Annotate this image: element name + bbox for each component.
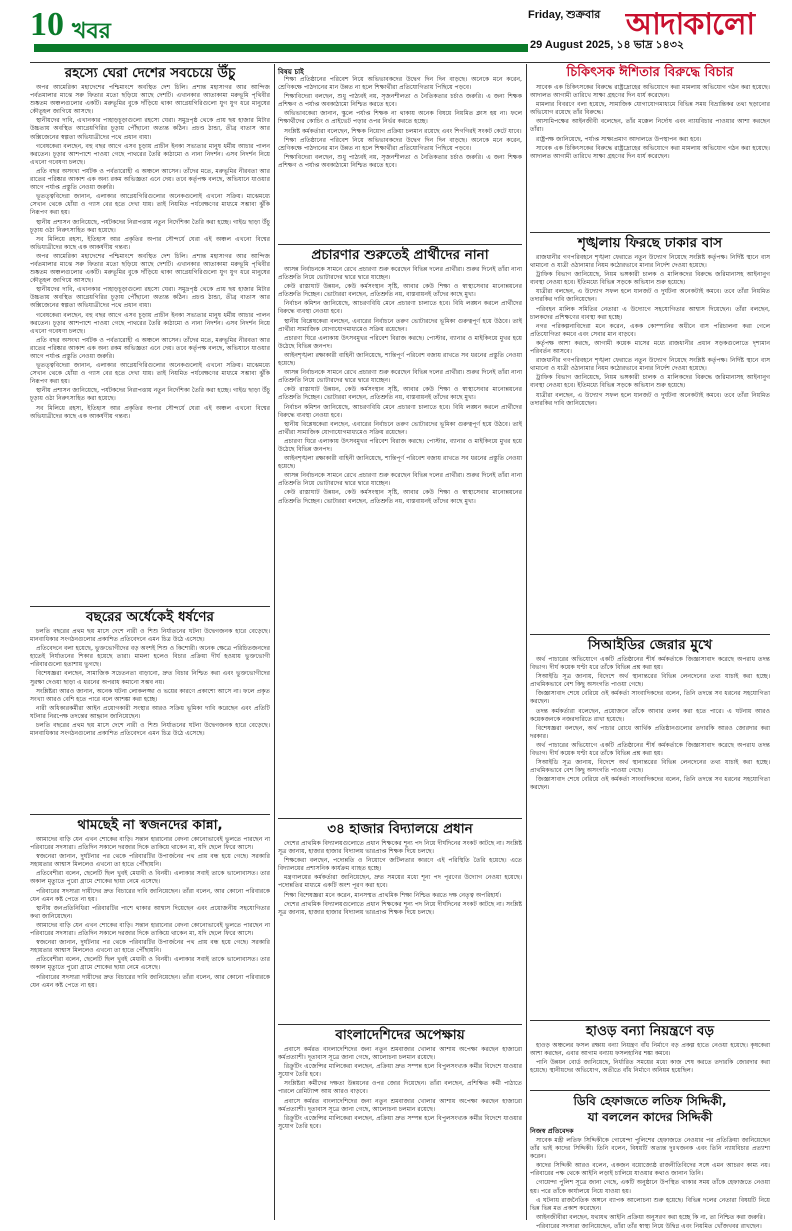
- article-body-unchu: [30, 84, 270, 602]
- paragraph: ভূতত্ত্ববিদেরা জানান, এলাকার আগ্নেয়গিরিগুলোর অনেকগুলোই এখনো সক্রিয়। মাঝেমধ্যে সেখান থেকে ধোঁয়া ও গ্যাস বের হতে দেখা যায়। তাই নিয়মিত পর্যবেক্ষণের মাধ্যমে সম্ভাব্য ঝুঁকি নিরূপণ করা হয়।: [30, 193, 270, 217]
- article-title-unchu: রহস্যে ঘেরা দেশের সবচেয়ে উঁচু: [64, 65, 236, 81]
- issue-date: 29 August 2025, ১৪ ভাদ্র ১৪৩২: [530, 39, 685, 51]
- paragraph: স্থানীয় জনপ্রতিনিধিরা পরিবারটির পাশে থাকার আশ্বাস দিয়েছেন এবং প্রয়োজনীয় সহযোগিতার কথা জানিয়েছেন।: [30, 904, 270, 920]
- article-title-latif-line2: যা বললেন কাদের সিদ্দিকী: [587, 1110, 713, 1124]
- paragraph: হাওড় অঞ্চলের ফসল রক্ষায় বন্যা নিয়ন্ত্রণ বাঁধ নির্মাণে বড় প্রকল্প হাতে নেওয়া হয়েছে। কৃষকেরা আশা করছেন, এবার আগাম বন্যায় ফসলহানির শঙ্কা কমবে।: [530, 1042, 770, 1058]
- paragraph: স্থানীয়দের দাবি, এখানকার পাহাড়চূড়াগুলো রহস্যে ঘেরা। সমুদ্রপৃষ্ঠ থেকে প্রায় ছয় হাজার মিটার উচ্চতায় অবস্থিত আগ্নেয়গিরির চূড়ায় পৌঁছানো অত্যন্ত কঠিন। প্রচণ্ড ঠান্ডা, তীব্র বাতাস আর অক্সিজেনের স্বল্পতা অভিযাত্রীদের পথে প্রধান বাধা।: [30, 117, 270, 141]
- paragraph: অর্থ পাচারের অভিযোগে একটি প্রতিষ্ঠানের শীর্ষ কর্মকর্তাকে জিজ্ঞাসাবাদ করেছে অপরাধ তদন্ত বিভাগ। দীর্ঘ কয়েক ঘণ্টা ধরে তাঁকে বিভিন্ন প্রশ্ন করা হয়।: [530, 656, 770, 672]
- paragraph: পরিবারের সদস্যরা জানিয়েছেন, তাঁরা তাঁর স্বাস্থ্য নিয়ে উদ্বিগ্ন এবং নিয়মিত খোঁজখবর রাখছেন।: [536, 1222, 762, 1230]
- paragraph: সব মিলিয়ে রহস্য, ইতিহাস আর প্রকৃতির অপার সৌন্দর্যে ঘেরা এই অঞ্চল এখনো বিশ্বের অভিযাত্রীদের কাছে এক আকর্ষণীয় গন্তব্য।: [30, 404, 270, 420]
- article-divider: [30, 814, 270, 815]
- article-title-procharona: প্রচারণার শুরুতেই প্রার্থীদের নানা: [311, 247, 489, 263]
- paragraph: আইনশৃঙ্খলা রক্ষাকারী বাহিনী জানিয়েছে, শান্তিপূর্ণ পরিবেশ বজায় রাখতে সব ধরনের প্রস্তুতি নেওয়া হয়েছে।: [278, 455, 522, 471]
- paragraph: আসামিপক্ষের আইনজীবী বলেছেন, তাঁর মক্কেল নির্দোষ এবং ন্যায়বিচার পাওয়ার আশা করছেন তাঁরা।: [530, 118, 770, 134]
- paragraph: নারী অধিকারকর্মীরা আইন প্রয়োগকারী সংস্থার আরও সক্রিয় ভূমিকা দাবি করেছেন এবং প্রতিটি ঘটনার নিরপেক্ষ তদন্তের আহ্বান জানিয়েছেন।: [30, 704, 270, 720]
- paragraph: তদন্ত কর্মকর্তারা বলেছেন, প্রয়োজনে তাঁকে আবার তলব করা হতে পারে। এ ঘটনায় আরও কয়েকজনকে নজরদারিতে রাখা হয়েছে।: [530, 707, 770, 723]
- paragraph: প্রচারণা ঘিরে এলাকায় উৎসবমুখর পরিবেশ বিরাজ করছে। পোস্টার, ব্যানার ও মাইকিংয়ে মুখর হয়ে উঠেছে বিভিন্ন জনপদ।: [278, 334, 522, 350]
- paragraph: বিশেষজ্ঞরা বলছেন, সামাজিক সচেতনতা বাড়ানো, দ্রুত বিচার নিশ্চিত করা এবং ভুক্তভোগীদের সুরক্ষা দেওয়া ছাড়া এ ধরনের অপরাধ কমানো সম্ভব নয়।: [30, 670, 270, 686]
- article-body-procharona: [278, 266, 522, 814]
- paragraph: শিক্ষাবিদেরা বলছেন, শুধু পাঠ্যবই নয়, সৃজনশীলতা ও নৈতিকতার চর্চাও জরুরি। এ জন্য শিক্ষক প্রশিক্ষণ ও পর্যাপ্ত অবকাঠামো নিশ্চিত করতে হবে।: [278, 93, 522, 109]
- paragraph: আসন্ন নির্বাচনকে সামনে রেখে প্রচারণা শুরু করেছেন বিভিন্ন দলের প্রার্থীরা। শুরুর দিনেই তাঁরা নানা প্রতিশ্রুতি নিয়ে ভোটারদের দ্বারে দ্বারে যাচ্ছেন।: [278, 369, 522, 385]
- issue-day: Friday, শুক্রবার: [528, 9, 601, 21]
- paragraph: প্রতি বছর অসংখ্য পর্যটক ও পর্বতারোহী এ অঞ্চলে আসেন। তাঁদের মতে, মরুভূমির নীরবতা আর রাতের পরিষ্কার আকাশ এক অন্য রকম অভিজ্ঞতা এনে দেয়। তবে কর্তৃপক্ষ বলছে, অভিযানে যাওয়ার আগে পর্যাপ্ত প্রস্তুতি নেওয়া জরুরি।: [30, 336, 270, 360]
- masthead-divider: [30, 62, 770, 63]
- article-body-cid: [530, 656, 770, 1018]
- paragraph: সাবেক এক চিকিৎসকের বিরুদ্ধে রাষ্ট্রদ্রোহের অভিযোগে করা মামলায় অভিযোগ গঠন করা হয়েছে। আদালত আগামী তারিখে সাক্ষ্য গ্রহণের দিন ধার্য করেছেন।: [530, 144, 770, 160]
- paragraph: সংশ্লিষ্ট কর্মকর্তারা বলেছেন, শিক্ষক নিয়োগ প্রক্রিয়া চলমান রয়েছে এবং শিগগিরই সংকট কেটে যাবে।: [284, 127, 522, 135]
- paragraph: মামলার বিবরণে বলা হয়েছে, সামাজিক যোগাযোগমাধ্যমে বিভিন্ন সময় বিভ্রান্তিকর তথ্য ছড়ানোর অভিযোগ রয়েছে তাঁর বিরুদ্ধে।: [530, 101, 770, 117]
- paragraph: ট্রাফিক বিভাগ জানিয়েছে, নিয়ম ভঙ্গকারী চালক ও মালিকদের বিরুদ্ধে জরিমানাসহ আইনানুগ ব্যবস্থা নেওয়া হবে। ইতিমধ্যে বিভিন্ন সড়কে অভিযান শুরু হয়েছে।: [530, 374, 770, 390]
- article-divider: [278, 244, 522, 245]
- page-number: 10: [30, 6, 64, 43]
- paragraph: পরিবারের সদস্যরা দায়ীদের দ্রুত বিচারের দাবি জানিয়েছেন। তাঁরা বলেন, আর কোনো পরিবারকে যেন এমন কষ্ট পেতে না হয়।: [30, 887, 270, 903]
- paragraph: স্থানীয় বিশ্লেষকেরা বলছেন, এবারের নির্বাচনে তরুণ ভোটারদের ভূমিকা গুরুত্বপূর্ণ হয়ে উঠবে। তাই প্রার্থীরা সামাজিক যোগাযোগমাধ্যমেও সক্রিয় রয়েছেন।: [278, 317, 522, 333]
- article-divider: [530, 232, 770, 233]
- paragraph: সিআইডি সূত্র জানায়, বিদেশে অর্থ স্থানান্তরের বিভিন্ন লেনদেনের তথ্য যাচাই করা হচ্ছে। প্রাথমিকভাবে বেশ কিছু অসংগতি পাওয়া গেছে।: [530, 673, 770, 689]
- article-title-cid: সিআইডির জেরার মুখে: [587, 637, 713, 653]
- paragraph: অপর আমেরিকা মহাদেশের পশ্চিমাংশে অবস্থিত দেশ চিলি। প্রশান্ত মহাসাগর আর আন্দিজ পর্বতমালার মাঝে সরু ফিতার মতো ছড়িয়ে আছে দেশটি। এখানকার আতাকামা মরুভূমি পৃথিবীর শুষ্কতম অঞ্চলগুলোর একটি। মরুভূমির বুকে দাঁড়িয়ে থাকা আগ্নেয়গিরিগুলো যুগ যুগ ধরে মানুষের কৌতূহল জাগিয়ে আসছে।: [30, 84, 270, 116]
- column-rule: [526, 64, 527, 1220]
- masthead: [0, 0, 792, 62]
- article-title-haor: হাওড় বন্যা নিয়ন্ত্রণে বড়: [585, 1023, 715, 1039]
- article-title-bidyaloy: ৩৪ হাজার বিদ্যালয়ে প্রধান: [327, 821, 473, 837]
- paragraph: আসন্ন নির্বাচনকে সামনে রেখে প্রচারণা শুরু করেছেন বিভিন্ন দলের প্রার্থীরা। শুরুর দিনেই তাঁরা নানা প্রতিশ্রুতি নিয়ে ভোটারদের দ্বারে দ্বারে যাচ্ছেন।: [278, 266, 522, 282]
- paragraph: ট্রাফিক বিভাগ জানিয়েছে, নিয়ম ভঙ্গকারী চালক ও মালিকদের বিরুদ্ধে জরিমানাসহ আইনানুগ ব্যবস্থা নেওয়া হবে। ইতিমধ্যে বিভিন্ন সড়কে অভিযান শুরু হয়েছে।: [530, 271, 770, 287]
- paragraph: গবেষকেরা বলছেন, বহু বছর আগে এসব চূড়ায় প্রাচীন ইনকা সভ্যতার মানুষ ধর্মীয় আচার পালন করতেন। চূড়ার আশপাশে পাওয়া গেছে পাথরের তৈরি কাঠামো ও নানা নিদর্শন। এসব নিদর্শন নিয়ে এখনো গবেষণা চলছে।: [30, 142, 270, 166]
- paragraph: রিক্রুটিং এজেন্সির মালিকেরা বলছেন, প্রক্রিয়া দ্রুত সম্পন্ন হলে বিপুলসংখ্যক কর্মীর বিদেশে যাওয়ার সুযোগ তৈরি হবে।: [278, 1114, 522, 1130]
- article-body-haor: [530, 1042, 770, 1088]
- paragraph: যাত্রীরা বলছেন, এ উদ্যোগ সফল হলে যানজট ও দুর্ঘটনা অনেকটাই কমবে। তবে তাঁরা নিয়মিত তদারকির দাবি জানিয়েছেন।: [530, 288, 770, 304]
- article-title-latif-line1: ডিবি হেফাজতে লতিফ সিদ্দিকী,: [573, 1094, 727, 1108]
- paragraph: প্রতি বছর অসংখ্য পর্যটক ও পর্বতারোহী এ অঞ্চলে আসেন। তাঁদের মতে, মরুভূমির নীরবতা আর রাতের পরিষ্কার আকাশ এক অন্য রকম অভিজ্ঞতা এনে দেয়। তবে কর্তৃপক্ষ বলছে, অভিযানে যাওয়ার আগে পর্যাপ্ত প্রস্তুতি নেওয়া জরুরি।: [30, 167, 270, 192]
- paragraph: আইনজীবীরা বলছেন, যথাযথ আইনি প্রক্রিয়া অনুসরণ করা হচ্ছে কি না, তা নিশ্চিত করা জরুরি।: [536, 1213, 766, 1221]
- paragraph: নির্বাচন কমিশন জানিয়েছে, আচরণবিধি মেনে প্রচারণা চালাতে হবে। বিধি লঙ্ঘন করলে প্রার্থীদের বিরুদ্ধে ব্যবস্থা নেওয়া হবে।: [278, 403, 522, 419]
- paragraph: চলতি বছরের প্রথম ছয় মাসে দেশে নারী ও শিশু নির্যাতনের ঘটনা উদ্বেগজনক হারে বেড়েছে। মানবাধিকার সংগঠনগুলোর প্রকাশিত প্রতিবেদনে এমন চিত্র উঠে এসেছে।: [30, 722, 270, 738]
- paragraph: সংশ্লিষ্টরা কর্মীদের দক্ষতা উন্নয়নের ওপর জোর দিয়েছেন। তাঁরা বলছেন, প্রশিক্ষিত কর্মী পাঠাতে পারলে রেমিট্যান্স আয় আরও বাড়বে।: [278, 1080, 522, 1096]
- article-latif: [530, 1090, 770, 1230]
- article-body-latif: [530, 1137, 770, 1230]
- paragraph: পানি উন্নয়ন বোর্ড জানিয়েছে, নির্ধারিত সময়ের মধ্যে কাজ শেষ করতে তদারকি জোরদার করা হয়েছে। স্থানীয়দের অভিযোগ, অতীতে বাঁধ নির্মাণে অনিয়ম হয়েছিল।: [530, 1059, 770, 1075]
- paragraph: আইনশৃঙ্খলা রক্ষাকারী বাহিনী জানিয়েছে, শান্তিপূর্ণ পরিবেশ বজায় রাখতে সব ধরনের প্রস্তুতি নেওয়া হয়েছে।: [278, 351, 522, 368]
- paragraph: কেউ রাস্তাঘাট উন্নয়ন, কেউ কর্মসংস্থান সৃষ্টি, আবার কেউ শিক্ষা ও স্বাস্থ্যসেবার মানোন্নয়নের প্রতিশ্রুতি দিচ্ছেন। ভোটাররা বলছেন, প্রতিশ্রুতি নয়, বাস্তবায়নই তাঁদের কাছে মুখ্য।: [278, 386, 522, 402]
- paragraph: সাবেক এক চিকিৎসকের বিরুদ্ধে রাষ্ট্রদ্রোহের অভিযোগে করা মামলায় অভিযোগ গঠন করা হয়েছে। আদালত আগামী তারিখে সাক্ষ্য গ্রহণের দিন ধার্য করেছেন।: [530, 84, 770, 100]
- article-body-bidyaloy: [278, 840, 522, 1020]
- paragraph: প্রবাসে কর্মরত বাংলাদেশিদের জন্য নতুন শ্রমবাজার খোলার আশায় অপেক্ষা করছেন হাজারো কর্মপ্রত্যাশী। দূতাবাস সূত্রে জানা গেছে, আলোচনা চলমান রয়েছে।: [278, 1097, 522, 1113]
- paragraph: গোয়েন্দা পুলিশ সূত্রে জানা গেছে, একটি অনুষ্ঠানে উপস্থিত থাকার সময় তাঁকে হেফাজতে নেওয়া হয়। পরে তাঁকে কার্যালয়ে নিয়ে যাওয়া হয়।: [530, 1179, 770, 1195]
- paragraph: আমাদের বাড়ি যেন এখন শোকের বাড়ি। সন্তান হারানোর বেদনা কোনোভাবেই ভুলতে পারছেন না পরিবারের সদস্যরা। প্রতিদিন সকালে দরজার দিকে তাকিয়ে থাকেন মা, যদি ছেলে ফিরে আসে।: [30, 921, 270, 938]
- paragraph: কর্তৃপক্ষ আশা করছে, আগামী কয়েক মাসের মধ্যে রাজধানীর প্রধান সড়কগুলোতে দৃশ্যমান পরিবর্তন আসবে।: [530, 339, 770, 356]
- paragraph: সংশ্লিষ্টরা আরও জানান, অনেক ঘটনা লোকলজ্জা ও ভয়ের কারণে প্রকাশ্যে আসে না। ফলে প্রকৃত সংখ্যা আরও বেশি হতে পারে বলে আশঙ্কা করা হচ্ছে।: [30, 687, 270, 703]
- paragraph: রিক্রুটিং এজেন্সির মালিকেরা বলছেন, প্রক্রিয়া দ্রুত সম্পন্ন হলে বিপুলসংখ্যক কর্মীর বিদেশে যাওয়ার সুযোগ তৈরি হবে।: [278, 1063, 522, 1079]
- article-body-shikkha: [278, 76, 522, 240]
- paragraph: স্থানীয় প্রশাসন জানিয়েছে, পর্যটকদের নিরাপত্তায় নতুন নির্দেশিকা তৈরি করা হচ্ছে। গাইড ছাড়া উঁচু চূড়ায় ওঠা নিরুৎসাহিত করা হয়েছে।: [30, 387, 270, 403]
- paragraph: দেশের প্রাথমিক বিদ্যালয়গুলোতে প্রধান শিক্ষকের শূন্য পদ নিয়ে দীর্ঘদিনের সংকট কাটছে না। সংশ্লিষ্ট সূত্র জানায়, হাজার হাজার বিদ্যালয় ভারপ্রাপ্ত শিক্ষক দিয়ে চলছে।: [278, 900, 522, 916]
- paragraph: দেশের প্রাথমিক বিদ্যালয়গুলোতে প্রধান শিক্ষকের শূন্য পদ নিয়ে দীর্ঘদিনের সংকট কাটছে না। সংশ্লিষ্ট সূত্র জানায়, হাজার হাজার বিদ্যালয় ভারপ্রাপ্ত শিক্ষক দিয়ে চলছে।: [278, 840, 522, 856]
- paragraph: স্বজনেরা জানান, দুর্ঘটনার পর থেকে পরিবারটির উপার্জনের পথ প্রায় বন্ধ হয়ে গেছে। সরকারি সহায়তার আশ্বাস মিললেও এখনো তা হাতে পৌঁছায়নি।: [30, 853, 270, 869]
- paragraph: স্থানীয় বিশ্লেষকেরা বলছেন, এবারের নির্বাচনে তরুণ ভোটারদের ভূমিকা গুরুত্বপূর্ণ হয়ে উঠবে। তাই প্রার্থীরা সামাজিক যোগাযোগমাধ্যমেও সক্রিয় রয়েছেন।: [278, 420, 522, 436]
- column-rule: [274, 64, 275, 1220]
- paragraph: শিক্ষা প্রতিষ্ঠানের পরিবেশ নিয়ে অভিভাবকদের উদ্বেগ দিন দিন বাড়ছে। অনেকে মনে করেন, শ্রেণিকক্ষে পাঠদানের মান উন্নত না হলে শিক্ষার্থীরা প্রতিযোগিতায় পিছিয়ে পড়বে।: [278, 136, 522, 152]
- paragraph: স্থানীয়দের দাবি, এখানকার পাহাড়চূড়াগুলো রহস্যে ঘেরা। সমুদ্রপৃষ্ঠ থেকে প্রায় ছয় হাজার মিটার উচ্চতায় অবস্থিত আগ্নেয়গিরির চূড়ায় পৌঁছানো অত্যন্ত কঠিন। প্রচণ্ড ঠান্ডা, তীব্র বাতাস আর অক্সিজেনের স্বল্পতা অভিযাত্রীদের পথে প্রধান বাধা।: [30, 286, 270, 310]
- paragraph: এ ঘটনায় রাজনৈতিক অঙ্গনে ব্যাপক আলোচনা শুরু হয়েছে। বিভিন্ন দলের নেতারা বিষয়টি নিয়ে ভিন্ন ভিন্ন মত প্রকাশ করেছেন।: [530, 1196, 770, 1212]
- paragraph: প্রচারণা ঘিরে এলাকায় উৎসবমুখর পরিবেশ বিরাজ করছে। পোস্টার, ব্যানার ও মাইকিংয়ে মুখর হয়ে উঠেছে বিভিন্ন জনপদ।: [278, 437, 522, 453]
- paragraph: পরিবহন মালিক সমিতির নেতারা এ উদ্যোগে সহযোগিতার আশ্বাস দিয়েছেন। তাঁরা বলছেন, চালকদের প্রশিক্ষণের ব্যবস্থা করা হচ্ছে।: [530, 305, 770, 321]
- paragraph: প্রতিবেদনে বলা হয়েছে, ভুক্তভোগীদের বড় অংশই শিশু ও কিশোরী। অনেক ক্ষেত্রে পরিচিতজনদের হাতেই নির্যাতনের শিকার হয়েছে তারা। মামলা হলেও বিচার প্রক্রিয়া দীর্ঘ হওয়ায় ভুক্তভোগী পরিবারগুলো হতাশায় ভুগছে।: [30, 645, 270, 669]
- paragraph: নির্বাচন কমিশন জানিয়েছে, আচরণবিধি মেনে প্রচারণা চালাতে হবে। বিধি লঙ্ঘন করলে প্রার্থীদের বিরুদ্ধে ব্যবস্থা নেওয়া হবে।: [278, 300, 522, 316]
- paragraph: বিশেষজ্ঞরা বলছেন, অর্থ পাচার রোধে আর্থিক প্রতিষ্ঠানগুলোর তদারকি আরও জোরদার করা দরকার।: [530, 724, 770, 740]
- paragraph: প্রতিবেশীরা বলেন, ছেলেটি ছিল খুবই মেধাবী ও বিনয়ী। এলাকার সবাই তাকে ভালোবাসত। তার অকাল মৃত্যুতে পুরো গ্রামে শোকের ছায়া নেমে এসেছে।: [30, 870, 270, 886]
- paragraph: প্রতিবেশীরা বলেন, ছেলেটি ছিল খুবই মেধাবী ও বিনয়ী। এলাকার সবাই তাকে ভালোবাসত। তার অকাল মৃত্যুতে পুরো গ্রামে শোকের ছায়া নেমে এসেছে।: [30, 956, 270, 972]
- paragraph: আমাদের বাড়ি যেন এখন শোকের বাড়ি। সন্তান হারানোর বেদনা কোনোভাবেই ভুলতে পারছেন না পরিবারের সদস্যরা। প্রতিদিন সকালে দরজার দিকে তাকিয়ে থাকেন মা, যদি ছেলে ফিরে আসে।: [30, 836, 270, 852]
- paragraph: পরিবারের সদস্যরা দায়ীদের দ্রুত বিচারের দাবি জানিয়েছেন। তাঁরা বলেন, আর কোনো পরিবারকে যেন এমন কষ্ট পেতে না হয়।: [30, 973, 270, 989]
- paragraph: স্বজনেরা জানান, দুর্ঘটনার পর থেকে পরিবারটির উপার্জনের পথ প্রায় বন্ধ হয়ে গেছে। সরকারি সহায়তার আশ্বাস মিললেও এখনো তা হাতে পৌঁছায়নি।: [30, 939, 270, 955]
- paragraph: জিজ্ঞাসাবাদ শেষে বেরিয়ে ওই কর্মকর্তা সাংবাদিকদের বলেন, তিনি তদন্তে সব ধরনের সহযোগিতা করছেন।: [530, 690, 770, 706]
- article-title-bichar: চিকিৎসক ঈশিতার বিরুদ্ধে বিচার: [566, 65, 734, 80]
- paragraph: কাদের সিদ্দিকী আরও বলেন, একজন বয়োজ্যেষ্ঠ রাজনীতিবিদের সঙ্গে এমন আচরণ কাম্য নয়। পরিবারের পক্ষ থেকে আইনি লড়াই চালিয়ে যাওয়ার কথাও জানান তিনি।: [530, 1162, 770, 1178]
- article-body-dhorshon: [30, 628, 270, 810]
- paragraph: জিজ্ঞাসাবাদ শেষে বেরিয়ে ওই কর্মকর্তা সাংবাদিকদের বলেন, তিনি তদন্তে সব ধরনের সহযোগিতা করছেন।: [530, 776, 770, 792]
- paragraph: সাবেক মন্ত্রী লতিফ সিদ্দিকীকে গোয়েন্দা পুলিশের হেফাজতে নেওয়ার পর প্রতিক্রিয়া জানিয়েছেন তাঁর ভাই কাদের সিদ্দিকী। তিনি বলেন, বিষয়টি অত্যন্ত দুঃখজনক এবং তিনি ন্যায়বিচার প্রত্যাশা করেন।: [530, 1137, 770, 1161]
- paragraph: মন্ত্রণালয়ের কর্মকর্তারা জানিয়েছেন, দ্রুত সময়ের মধ্যে শূন্য পদ পূরণের উদ্যোগ নেওয়া হয়েছে। পদোন্নতির মাধ্যমে একটি অংশ পূরণ করা হবে।: [278, 874, 522, 890]
- newspaper-logo: আদাকালো: [625, 7, 755, 42]
- article-title-kanna: থামছেই না স্বজনদের কান্না,: [77, 817, 223, 833]
- article-body-opekkha: [278, 1046, 522, 1220]
- paragraph: সিআইডি সূত্র জানায়, বিদেশে অর্থ স্থানান্তরের বিভিন্ন লেনদেনের তথ্য যাচাই করা হচ্ছে। প্রাথমিকভাবে বেশ কিছু অসংগতি পাওয়া গেছে।: [530, 759, 770, 775]
- paragraph: সব মিলিয়ে রহস্য, ইতিহাস আর প্রকৃতির অপার সৌন্দর্যে ঘেরা এই অঞ্চল এখনো বিশ্বের অভিযাত্রীদের কাছে এক আকর্ষণীয় গন্তব্য।: [30, 235, 270, 251]
- paragraph: শিক্ষা প্রতিষ্ঠানের পরিবেশ নিয়ে অভিভাবকদের উদ্বেগ দিন দিন বাড়ছে। অনেকে মনে করেন, শ্রেণিকক্ষে পাঠদানের মান উন্নত না হলে শিক্ষার্থীরা প্রতিযোগিতায় পিছিয়ে পড়বে।: [278, 76, 522, 92]
- article-title-bus: শৃঙ্খলায় ফিরছে ঢাকার বাস: [577, 235, 723, 251]
- article-divider: [278, 1024, 522, 1025]
- paragraph: চলতি বছরের প্রথম ছয় মাসে দেশে নারী ও শিশু নির্যাতনের ঘটনা উদ্বেগজনক হারে বেড়েছে। মানবাধিকার সংগঠনগুলোর প্রকাশিত প্রতিবেদনে এমন চিত্র উঠে এসেছে।: [30, 628, 270, 644]
- article-divider: [30, 606, 270, 607]
- paragraph: স্থানীয় প্রশাসন জানিয়েছে, পর্যটকদের নিরাপত্তায় নতুন নির্দেশিকা তৈরি করা হচ্ছে। গাইড ছাড়া উঁচু চূড়ায় ওঠা নিরুৎসাহিত করা হয়েছে।: [30, 218, 270, 234]
- paragraph: নগর পরিকল্পনাবিদেরা মনে করেন, একক কোম্পানির অধীনে বাস পরিচালনা করা গেলে প্রতিযোগিতা কমবে এবং সেবার মান বাড়বে।: [530, 322, 770, 338]
- paragraph: অর্থ পাচারের অভিযোগে একটি প্রতিষ্ঠানের শীর্ষ কর্মকর্তাকে জিজ্ঞাসাবাদ করেছে অপরাধ তদন্ত বিভাগ। দীর্ঘ কয়েক ঘণ্টা ধরে তাঁকে বিভিন্ন প্রশ্ন করা হয়।: [530, 741, 770, 758]
- paragraph: রাজধানীর গণপরিবহনে শৃঙ্খলা ফেরাতে নতুন উদ্যোগ নিয়েছে সংশ্লিষ্ট কর্তৃপক্ষ। নির্দিষ্ট স্থানে বাস থামানো ও যাত্রী ওঠানামার নিয়ম কঠোরভাবে মানার নির্দেশ দেওয়া হয়েছে।: [530, 254, 770, 270]
- paragraph: গবেষকেরা বলছেন, বহু বছর আগে এসব চূড়ায় প্রাচীন ইনকা সভ্যতার মানুষ ধর্মীয় আচার পালন করতেন। চূড়ার আশপাশে পাওয়া গেছে পাথরের তৈরি কাঠামো ও নানা নিদর্শন। এসব নিদর্শন নিয়ে এখনো গবেষণা চলছে।: [30, 311, 270, 335]
- article-divider: [278, 818, 522, 819]
- paragraph: রাষ্ট্রপক্ষ জানিয়েছে, পর্যাপ্ত সাক্ষ্যপ্রমাণ আদালতে উপস্থাপন করা হবে।: [536, 135, 702, 143]
- article-divider: [530, 634, 770, 635]
- article-title-opekkha: বাংলাদেশিদের অপেক্ষায়: [335, 1027, 465, 1043]
- article-body-bichar: [530, 84, 770, 230]
- paragraph: আসন্ন নির্বাচনকে সামনে রেখে প্রচারণা শুরু করেছেন বিভিন্ন দলের প্রার্থীরা। শুরুর দিনেই তাঁরা নানা প্রতিশ্রুতি নিয়ে ভোটারদের দ্বারে দ্বারে যাচ্ছেন।: [278, 472, 522, 488]
- paragraph: অপর আমেরিকা মহাদেশের পশ্চিমাংশে অবস্থিত দেশ চিলি। প্রশান্ত মহাসাগর আর আন্দিজ পর্বতমালার মাঝে সরু ফিতার মতো ছড়িয়ে আছে দেশটি। এখানকার আতাকামা মরুভূমি পৃথিবীর শুষ্কতম অঞ্চলগুলোর একটি। মরুভূমির বুকে দাঁড়িয়ে থাকা আগ্নেয়গিরিগুলো যুগ যুগ ধরে মানুষের কৌতূহল জাগিয়ে আসছে।: [30, 252, 270, 285]
- paragraph: শিক্ষাবিদেরা বলছেন, শুধু পাঠ্যবই নয়, সৃজনশীলতা ও নৈতিকতার চর্চাও জরুরি। এ জন্য শিক্ষক প্রশিক্ষণ ও পর্যাপ্ত অবকাঠামো নিশ্চিত করতে হবে।: [278, 153, 522, 169]
- paragraph: কেউ রাস্তাঘাট উন্নয়ন, কেউ কর্মসংস্থান সৃষ্টি, আবার কেউ শিক্ষা ও স্বাস্থ্যসেবার মানোন্নয়নের প্রতিশ্রুতি দিচ্ছেন। ভোটাররা বলছেন, প্রতিশ্রুতি নয়, বাস্তবায়নই তাঁদের কাছে মুখ্য।: [278, 489, 522, 505]
- paragraph: প্রবাসে কর্মরত বাংলাদেশিদের জন্য নতুন শ্রমবাজার খোলার আশায় অপেক্ষা করছেন হাজারো কর্মপ্রত্যাশী। দূতাবাস সূত্রে জানা গেছে, আলোচনা চলমান রয়েছে।: [278, 1046, 522, 1062]
- article-body-bus: [530, 254, 770, 632]
- header-bar: [34, 44, 528, 52]
- article-divider: [530, 1020, 770, 1021]
- paragraph: ভূতত্ত্ববিদেরা জানান, এলাকার আগ্নেয়গিরিগুলোর অনেকগুলোই এখনো সক্রিয়। মাঝেমধ্যে সেখান থেকে ধোঁয়া ও গ্যাস বের হতে দেখা যায়। তাই নিয়মিত পর্যবেক্ষণের মাধ্যমে সম্ভাব্য ঝুঁকি নিরূপণ করা হয়।: [30, 362, 270, 386]
- paragraph: শিক্ষকেরা বলছেন, পদোন্নতি ও নিয়োগে জটিলতার কারণে এই পরিস্থিতি তৈরি হয়েছে। এতে বিদ্যালয়ের প্রশাসনিক কার্যক্রম ব্যাহত হচ্ছে।: [278, 857, 522, 873]
- article-body-kanna: [30, 836, 270, 1220]
- reporter-byline: নিজস্ব প্রতিবেদক: [530, 1127, 574, 1135]
- paragraph: রাজধানীর গণপরিবহনে শৃঙ্খলা ফেরাতে নতুন উদ্যোগ নিয়েছে সংশ্লিষ্ট কর্তৃপক্ষ। নির্দিষ্ট স্থানে বাস থামানো ও যাত্রী ওঠানামার নিয়ম কঠোরভাবে মানার নির্দেশ দেওয়া হয়েছে।: [530, 357, 770, 373]
- paragraph: শিক্ষা বিশেষজ্ঞরা মনে করেন, মানসম্মত প্রাথমিক শিক্ষা নিশ্চিত করতে দক্ষ নেতৃত্ব অপরিহার্য।: [284, 891, 502, 899]
- section-label: খবর: [72, 19, 111, 44]
- paragraph: অভিভাবকেরা জানান, স্কুলে পর্যাপ্ত শিক্ষক না থাকায় অনেক বিষয়ে নিয়মিত ক্লাস হয় না। ফলে শিক্ষার্থীদের কোচিং ও প্রাইভেট পড়ার ওপর নির্ভর করতে হচ্ছে।: [278, 110, 522, 126]
- article-title-dhorshon: বছরের অর্ধেকেই ধর্ষণের: [86, 609, 214, 625]
- paragraph: যাত্রীরা বলছেন, এ উদ্যোগ সফল হলে যানজট ও দুর্ঘটনা অনেকটাই কমবে। তবে তাঁরা নিয়মিত তদারকির দাবি জানিয়েছেন।: [530, 391, 770, 407]
- article-kicker: বিষয় চাই: [278, 68, 304, 76]
- paragraph: কেউ রাস্তাঘাট উন্নয়ন, কেউ কর্মসংস্থান সৃষ্টি, আবার কেউ শিক্ষা ও স্বাস্থ্যসেবার মানোন্নয়নের প্রতিশ্রুতি দিচ্ছেন। ভোটাররা বলছেন, প্রতিশ্রুতি নয়, বাস্তবায়নই তাঁদের কাছে মুখ্য।: [278, 283, 522, 299]
